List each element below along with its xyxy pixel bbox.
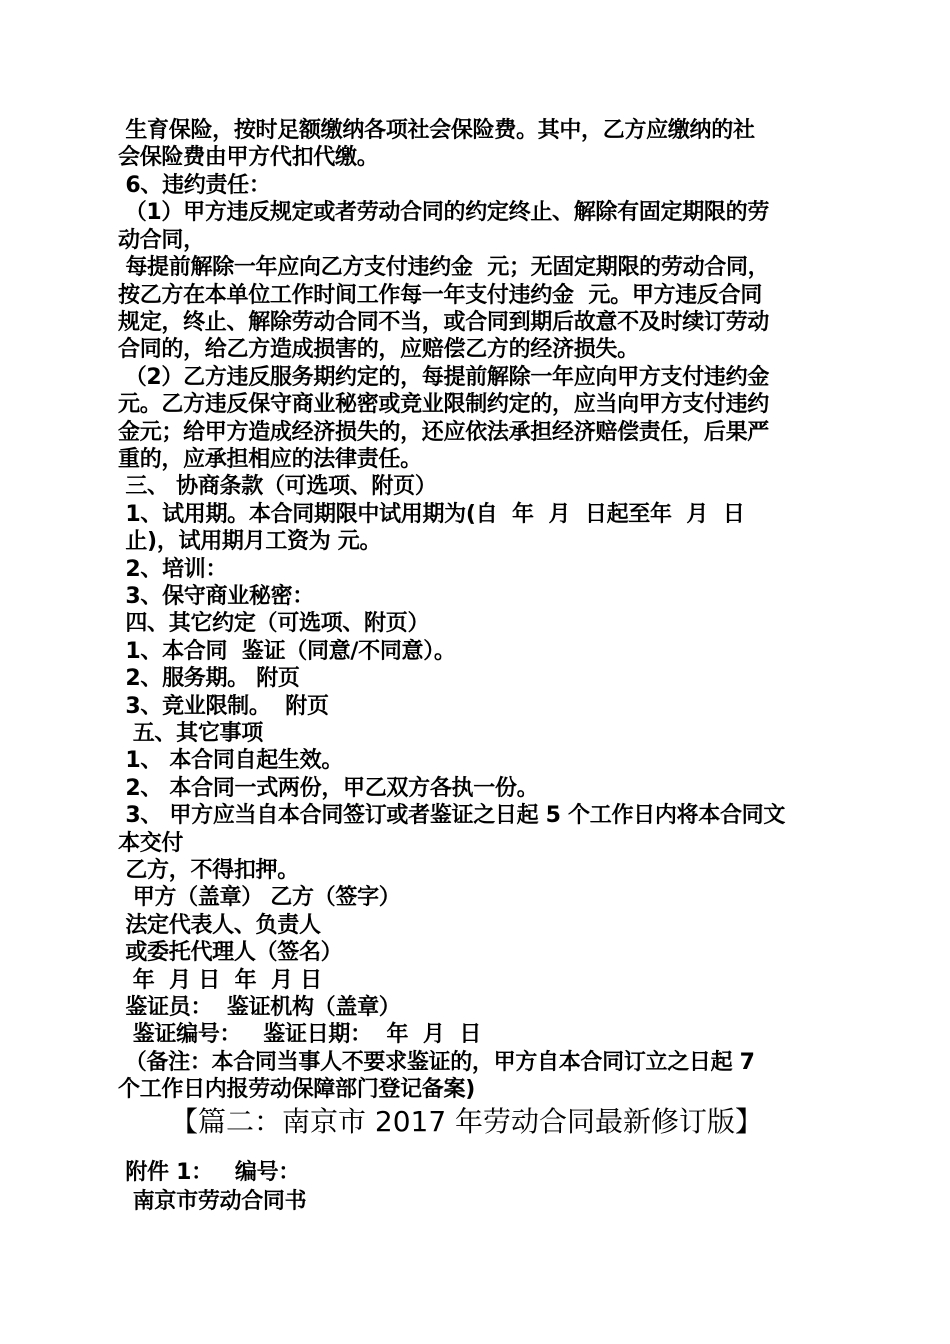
text-line: 每提前解除一年应向乙方支付违约金 元；无固定期限的劳动合同， bbox=[118, 255, 770, 280]
section-title: 【篇二：南京市 2017 年劳动合同最新修订版】 bbox=[170, 1105, 764, 1138]
text-line: 会保险费由甲方代扣代缴。 bbox=[118, 145, 379, 170]
text-line: 乙方，不得扣押。 bbox=[118, 858, 299, 883]
text-line: 动合同， bbox=[118, 228, 205, 253]
text-line: 1、试用期。本合同期限中试用期为(自 年 月 日起至年 月 日 bbox=[118, 502, 745, 527]
text-line: 元。乙方违反保守商业秘密或竞业限制约定的，应当向甲方支付违约 bbox=[118, 392, 770, 417]
text-line: 1、 本合同自起生效。 bbox=[118, 748, 344, 773]
section-heading-3: 三、 协商条款（可选项、附页） bbox=[118, 474, 437, 499]
text-line: 2、 本合同一式两份，甲乙双方各执一份。 bbox=[118, 776, 539, 801]
note-line: 个工作日内报劳动保障部门登记备案) bbox=[118, 1077, 475, 1102]
signature-line: 法定代表人、负责人 bbox=[118, 913, 321, 938]
text-line: 2、服务期。 附页 bbox=[118, 666, 300, 691]
signature-line: 甲方（盖章） 乙方（签字） bbox=[118, 885, 401, 910]
text-line: 3、竞业限制。 附页 bbox=[118, 694, 329, 719]
text-line: 合同的，给乙方造成损害的，应赔偿乙方的经济损失。 bbox=[118, 337, 639, 362]
section-heading-4: 四、其它约定（可选项、附页） bbox=[118, 611, 430, 636]
section-heading-5: 五、其它事项 bbox=[118, 721, 263, 746]
text-line: 止)，试用期月工资为 元。 bbox=[118, 529, 382, 554]
note-line: （备注：本合同当事人不要求鉴证的，甲方自本合同订立之日起 7 bbox=[110, 1050, 755, 1075]
text-line: （1）甲方违反规定或者劳动合同的约定终止、解除有固定期限的劳 bbox=[110, 200, 770, 225]
text-line: 本交付 bbox=[118, 831, 184, 856]
text-line: 6、违约责任： bbox=[118, 173, 271, 198]
certification-line: 鉴证员： 鉴证机构（盖章） bbox=[118, 995, 401, 1020]
text-line: 生育保险，按时足额缴纳各项社会保险费。其中，乙方应缴纳的社 bbox=[118, 118, 755, 143]
text-line: 金元；给甲方造成经济损失的，还应依法承担经济赔偿责任，后果严 bbox=[118, 420, 770, 445]
text-line: （2）乙方违反服务期约定的，每提前解除一年应向甲方支付违约金 bbox=[110, 365, 770, 390]
date-line: 年 月 日 年 月 日 bbox=[118, 968, 322, 993]
attachment-line: 附件 1： 编号： bbox=[118, 1160, 301, 1185]
text-line: 重的，应承担相应的法律责任。 bbox=[118, 447, 422, 472]
text-line: 1、本合同 鉴证（同意/不同意）。 bbox=[118, 639, 456, 664]
text-line: 3、保守商业秘密： bbox=[118, 584, 314, 609]
certification-line: 鉴证编号： 鉴证日期： 年 月 日 bbox=[118, 1022, 482, 1047]
text-line: 3、 甲方应当自本合同签订或者鉴证之日起 5 个工作日内将本合同文 bbox=[118, 803, 786, 828]
text-line: 规定，终止、解除劳动合同不当，或合同到期后故意不及时续订劳动 bbox=[118, 310, 770, 335]
text-line: 按乙方在本单位工作时间工作每一年支付违约金 元。甲方违反合同 bbox=[118, 283, 763, 308]
signature-line: 或委托代理人（签名） bbox=[118, 940, 343, 965]
contract-title: 南京市劳动合同书 bbox=[118, 1189, 307, 1214]
text-line: 2、培训： bbox=[118, 557, 228, 582]
